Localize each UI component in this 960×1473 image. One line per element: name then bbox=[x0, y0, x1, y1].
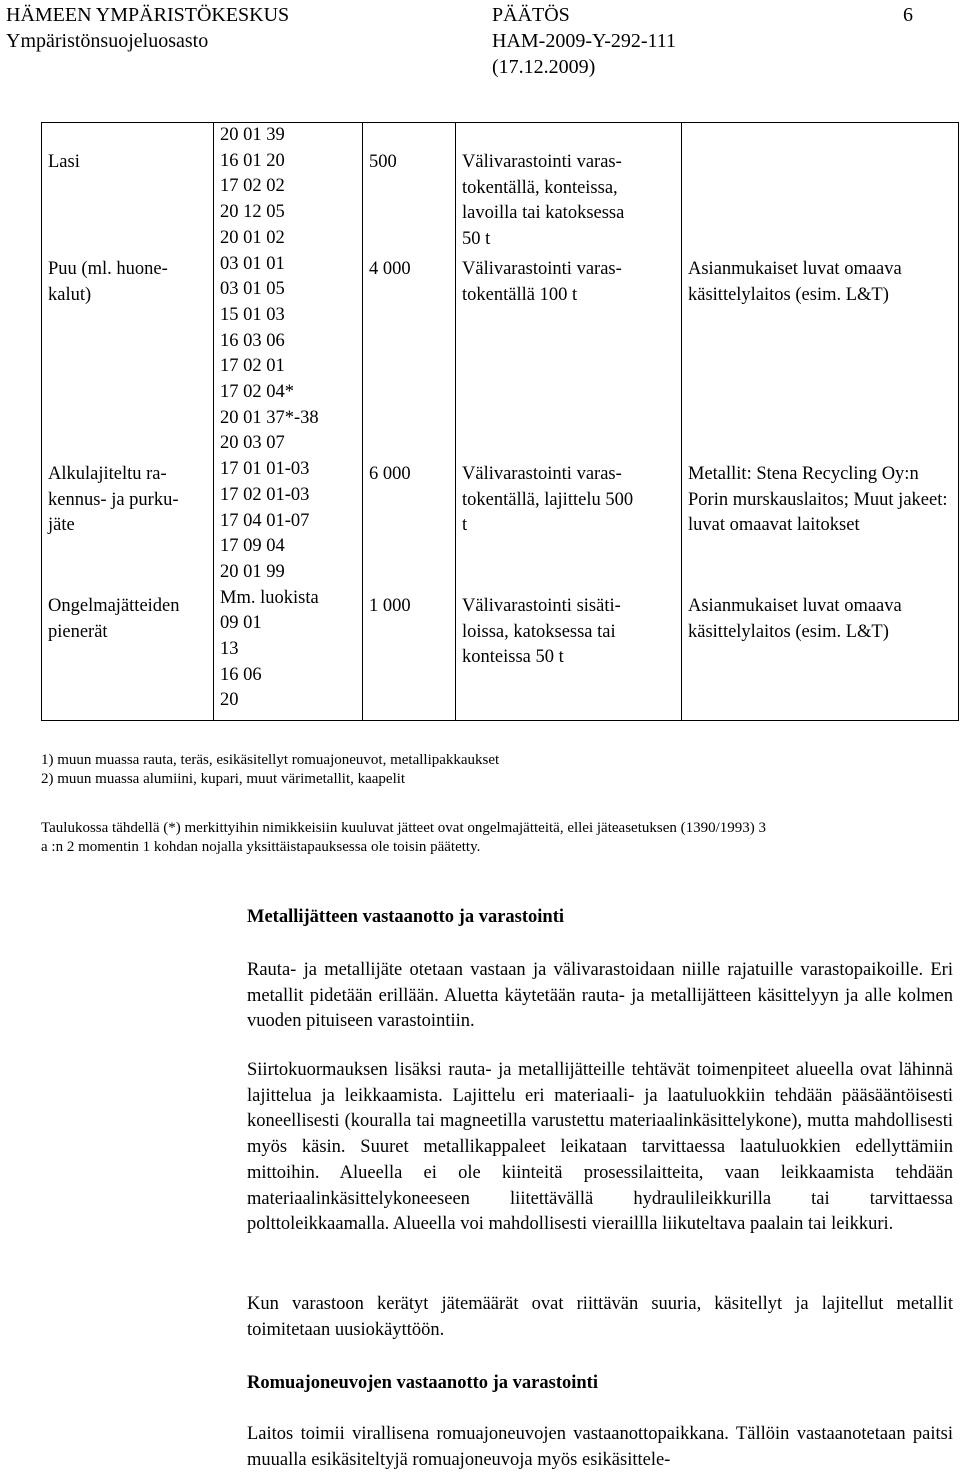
storage-text: Välivarastointi varas- bbox=[462, 464, 622, 484]
waste-code: 17 02 04* bbox=[220, 382, 294, 403]
storage-text: Välivarastointi varas- bbox=[462, 152, 622, 172]
waste-type-column bbox=[42, 123, 214, 721]
storage-text: t bbox=[462, 515, 468, 536]
waste-code-column bbox=[214, 123, 363, 721]
storage-text: loissa, katoksessa tai bbox=[462, 621, 616, 642]
waste-table bbox=[41, 122, 959, 721]
waste-code: 16 03 06 bbox=[220, 330, 285, 351]
header-page-number: 6 bbox=[903, 4, 913, 26]
waste-code: 20 03 07 bbox=[220, 433, 285, 454]
paragraph: Kun varastoon kerätyt jätemäärät ovat riittävän suuria, käsitellyt ja lajitellut metallit toimitetaan uusiokäyttöön. bbox=[247, 1294, 953, 1340]
storage-text: tokentällä 100 t bbox=[462, 284, 578, 305]
destination-column bbox=[682, 123, 959, 721]
waste-code: 20 12 05 bbox=[220, 202, 285, 223]
storage-text: Välivarastointi varas- bbox=[462, 259, 622, 279]
waste-type-label: Alkulajiteltu ra- bbox=[48, 464, 167, 484]
waste-code: 20 01 37*-38 bbox=[220, 407, 319, 428]
waste-code: 20 01 02 bbox=[220, 227, 285, 248]
table-row bbox=[42, 123, 959, 721]
waste-code: Mm. luokista bbox=[220, 587, 319, 608]
header-unit: Ympäristönsuojeluosasto bbox=[6, 30, 209, 52]
waste-code: 17 02 01-03 bbox=[220, 484, 310, 505]
waste-code: 03 01 01 bbox=[220, 253, 285, 274]
waste-code: 20 bbox=[220, 690, 239, 711]
waste-type-label: Puu (ml. huone- bbox=[48, 259, 168, 279]
storage-text: 50 t bbox=[462, 229, 491, 250]
waste-type-label: jäte bbox=[48, 515, 75, 536]
asterisk-note-line-2: a :n 2 momentin 1 kohdan nojalla yksittäistapauksessa ole toisin päätetty. bbox=[41, 839, 481, 855]
footnote-1: 1) muun muassa rauta, teräs, esikäsitellyt romuajoneuvot, metallipakkaukset bbox=[41, 752, 500, 768]
waste-type-label: Ongelmajätteiden pienerät bbox=[48, 596, 180, 642]
quantity-value: 4 000 bbox=[369, 259, 411, 279]
waste-code: 09 01 bbox=[220, 613, 262, 634]
paragraph: Siirtokuormauksen lisäksi rauta- ja metallijätteille tehtävät toimenpiteet alueella ovat lähinnä lajittelua ja leikkaamista. Lajittelu eri materiaali- ja laatuluokkiin tehdään pääsääntöisesti koneellisesti (kouralla tai magneetilla varustettu materiaalinkäsittelykone), mutta mahdollisesti myös käsin. Suuret metallikappaleet leikataan tarvittaessa laatuluokkien edellyttämiin mittoihin. Alueella ei ole kiinteitä prosessilaitteita, vaan leikkaamista tehdään materiaalinkäsittelykoneeseen liitettävällä hydraulileikkurilla tai tarvittaessa polttoleikkaamalla. Alueella voi mahdollisesti vieraillla liikuteltava paalain tai leikkuri. bbox=[247, 1060, 953, 1235]
waste-code: 17 01 01-03 bbox=[220, 459, 310, 480]
paragraph: Laitos toimii virallisena romuajoneuvojen vastaanottopaikkana. Tällöin vastaanotetaan paitsi muualla esikäsiteltyjä romuajoneuvoja myös esikäsittele- bbox=[247, 1424, 953, 1470]
header-reference: HAM-2009-Y-292-111 bbox=[492, 30, 677, 52]
waste-code: 20 01 99 bbox=[220, 561, 285, 582]
waste-type-label: Lasi bbox=[48, 152, 80, 172]
quantity-value: 6 000 bbox=[369, 464, 411, 484]
waste-code: 17 02 02 bbox=[220, 176, 285, 197]
waste-code: 17 02 01 bbox=[220, 356, 285, 377]
storage-text: Välivarastointi sisäti- bbox=[462, 596, 621, 616]
storage-text: lavoilla tai katoksessa bbox=[462, 203, 625, 224]
waste-code: 03 01 05 bbox=[220, 279, 285, 300]
storage-column bbox=[456, 123, 682, 721]
header-date: (17.12.2009) bbox=[492, 56, 596, 78]
section-heading-vehicles: Romuajoneuvojen vastaanotto ja varastointi bbox=[247, 1373, 598, 1393]
waste-code: 15 01 03 bbox=[220, 304, 285, 325]
destination-text: Asianmukaiset luvat omaava käsittelylaitos (esim. L&T) bbox=[688, 259, 902, 305]
waste-code: 13 bbox=[220, 639, 239, 660]
destination-text: Asianmukaiset luvat omaava käsittelylaitos (esim. L&T) bbox=[688, 596, 902, 642]
waste-code: 17 04 01-07 bbox=[220, 510, 310, 531]
quantity-column bbox=[363, 123, 456, 721]
header-org: HÄMEEN YMPÄRISTÖKESKUS bbox=[6, 4, 290, 26]
destination-text: Metallit: Stena Recycling Oy:n Porin murskauslaitos; Muut jakeet: luvat omaavat laitokset bbox=[688, 464, 948, 536]
quantity-value: 500 bbox=[369, 152, 397, 172]
waste-type-label: kalut) bbox=[48, 284, 92, 305]
storage-text: konteissa 50 t bbox=[462, 647, 564, 668]
waste-code: 16 06 bbox=[220, 664, 262, 685]
waste-code: 16 01 20 bbox=[220, 150, 285, 171]
paragraph: Rauta- ja metallijäte otetaan vastaan ja välivarastoidaan niille rajatuille varastopaikoille. Eri metallit pidetään erillään. Aluetta käytetään rauta- ja metallijätteen käsittelyyn ja alle kolmen vuoden pituiseen varastointiin. bbox=[247, 960, 953, 1032]
header-doc-type: PÄÄTÖS bbox=[492, 4, 570, 26]
storage-text: tokentällä, konteissa, bbox=[462, 177, 618, 198]
waste-type-label: kennus- ja purku- bbox=[48, 489, 179, 510]
waste-code: 17 09 04 bbox=[220, 536, 285, 557]
quantity-value: 1 000 bbox=[369, 596, 411, 616]
waste-code: 20 01 39 bbox=[220, 125, 285, 145]
footnote-2: 2) muun muassa alumiini, kupari, muut värimetallit, kaapelit bbox=[41, 771, 406, 787]
section-heading-metal: Metallijätteen vastaanotto ja varastointi bbox=[247, 907, 565, 927]
asterisk-note-line-1: Taulukossa tähdellä (*) merkittyihin nimikkeisiin kuuluvat jätteet ovat ongelmajätteitä, ellei jäteasetuksen (1390/1993) 3 bbox=[41, 820, 767, 836]
storage-text: tokentällä, lajittelu 500 bbox=[462, 489, 634, 510]
